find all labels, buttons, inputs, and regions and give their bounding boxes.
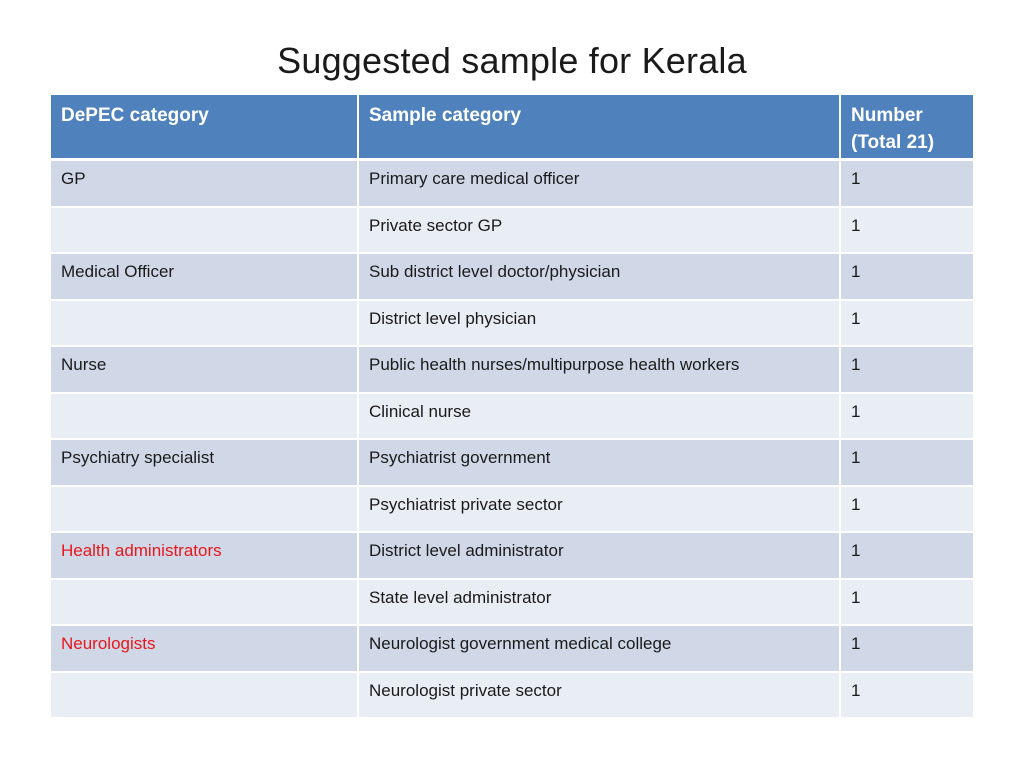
cell-number: 1 (840, 625, 973, 672)
cell-sample-category: Neurologist government medical college (358, 625, 840, 672)
header-sample-category: Sample category (358, 95, 840, 160)
cell-number: 1 (840, 393, 973, 440)
cell-sample-category: District level administrator (358, 532, 840, 579)
table-row (51, 160, 973, 207)
table-header-row (51, 95, 973, 160)
cell-depec-category: Health administrators (51, 532, 358, 579)
table-body (51, 160, 973, 719)
cell-number: 1 (840, 532, 973, 579)
cell-depec-category: Neurologists (51, 625, 358, 672)
table-row (51, 672, 973, 719)
cell-depec-category (51, 486, 358, 533)
page-title: Suggested sample for Kerala (277, 40, 747, 81)
cell-number: 1 (840, 672, 973, 719)
table-row (51, 346, 973, 393)
cell-depec-category: Medical Officer (51, 253, 358, 300)
cell-depec-category: GP (51, 160, 358, 207)
table-row (51, 393, 973, 440)
table-row (51, 486, 973, 533)
cell-sample-category: Psychiatrist private sector (358, 486, 840, 533)
cell-depec-category (51, 207, 358, 254)
cell-number: 1 (840, 486, 973, 533)
table-row (51, 532, 973, 579)
cell-number: 1 (840, 579, 973, 626)
header-number (840, 95, 973, 160)
cell-sample-category: Sub district level doctor/physician (358, 253, 840, 300)
table-row (51, 439, 973, 486)
cell-sample-category: Neurologist private sector (358, 672, 840, 719)
cell-number: 1 (840, 439, 973, 486)
table-row (51, 579, 973, 626)
cell-sample-category: Clinical nurse (358, 393, 840, 440)
cell-depec-category (51, 672, 358, 719)
cell-sample-category: District level physician (358, 300, 840, 347)
cell-depec-category: Psychiatry specialist (51, 439, 358, 486)
table-row (51, 207, 973, 254)
sample-table (51, 95, 973, 719)
cell-sample-category: Psychiatrist government (358, 439, 840, 486)
cell-depec-category (51, 579, 358, 626)
cell-number: 1 (840, 207, 973, 254)
cell-depec-category: Nurse (51, 346, 358, 393)
cell-depec-category (51, 393, 358, 440)
cell-sample-category: Primary care medical officer (358, 160, 840, 207)
header-number-label: Number (Total 21) (851, 105, 935, 153)
table-row (51, 253, 973, 300)
table-row (51, 300, 973, 347)
table-row (51, 625, 973, 672)
cell-number: 1 (840, 346, 973, 393)
cell-number: 1 (840, 160, 973, 207)
cell-sample-category: State level administrator (358, 579, 840, 626)
cell-sample-category: Private sector GP (358, 207, 840, 254)
cell-depec-category (51, 300, 358, 347)
cell-sample-category: Public health nurses/multipurpose health workers (358, 346, 840, 393)
cell-number: 1 (840, 253, 973, 300)
cell-number: 1 (840, 300, 973, 347)
header-depec-category: DePEC category (51, 95, 358, 160)
